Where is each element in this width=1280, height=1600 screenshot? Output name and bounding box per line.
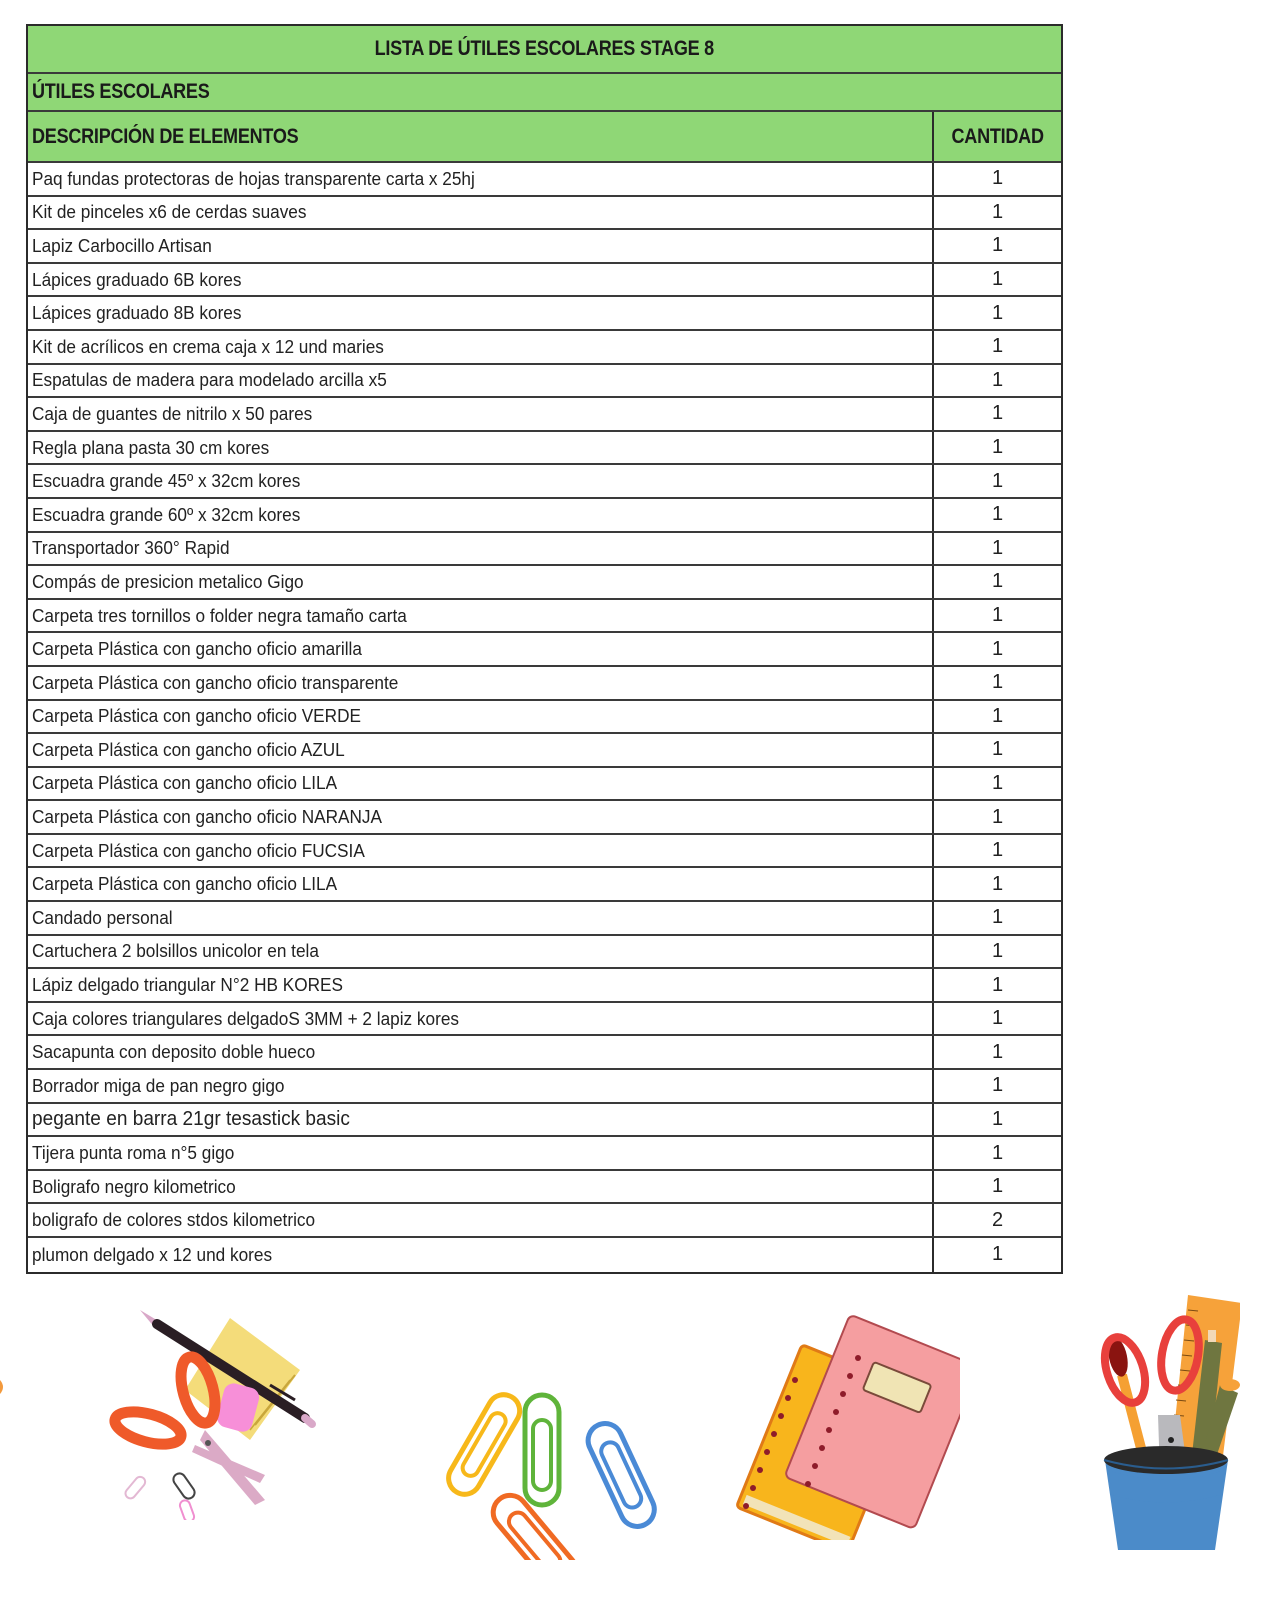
item-description: plumon delgado x 12 und kores [32,1243,273,1265]
item-description-cell [28,1036,934,1068]
item-description-cell [28,197,934,229]
column-header-quantity-label: CANTIDAD [951,124,1044,148]
item-quantity: 1 [991,1007,1004,1030]
item-description: Sacapunta con deposito doble hueco [32,1041,316,1063]
item-description-cell [28,734,934,766]
item-quantity: 1 [991,1107,1004,1130]
item-description-cell [28,1204,934,1236]
item-quantity: 1 [991,402,1004,425]
item-quantity: 1 [991,1243,1004,1266]
item-description: Lapiz Carbocillo Artisan [32,234,212,256]
item-description-cell [28,969,934,1001]
table-row [28,1070,1061,1104]
green-paper-clip-icon [525,1395,559,1505]
item-rows [28,163,1061,1272]
item-quantity: 2 [991,1208,1004,1231]
item-description: Carpeta Plástica con gancho oficio VERDE [32,705,361,727]
table-row [28,1171,1061,1205]
item-quantity: 1 [991,301,1004,324]
table-row [28,230,1061,264]
item-description: boligrafo de colores stdos kilometrico [32,1209,316,1231]
orange-edge-mark-icon [0,1380,6,1394]
table-row [28,701,1061,735]
item-quantity: 1 [991,805,1004,828]
item-description-cell [28,667,934,699]
item-description: Candado personal [32,906,173,928]
item-description-cell [28,1104,934,1136]
item-quantity: 1 [991,1040,1004,1063]
table-row [28,1036,1061,1070]
item-quantity: 1 [991,771,1004,794]
item-description-cell [28,365,934,397]
item-description-cell [28,936,934,968]
item-description: Regla plana pasta 30 cm kores [32,436,270,458]
item-description: Borrador miga de pan negro gigo [32,1074,285,1096]
item-quantity: 1 [991,200,1004,223]
item-description: Carpeta tres tornillos o folder negra tamaño carta [32,604,407,626]
item-description-cell [28,566,934,598]
item-description-cell [28,902,934,934]
table-row [28,667,1061,701]
item-description-cell [28,297,934,329]
table-row [28,297,1061,331]
table-row [28,1204,1061,1238]
table-row [28,331,1061,365]
item-description-cell [28,465,934,497]
table-row [28,398,1061,432]
table-row [28,1238,1061,1272]
item-description-cell [28,331,934,363]
item-description-cell [28,398,934,430]
item-description: Carpeta Plástica con gancho oficio amarilla [32,638,362,660]
blue-cup-icon [1104,1446,1228,1550]
table-row [28,734,1061,768]
table-row [28,163,1061,197]
column-header-row [28,112,1061,163]
table-row [28,801,1061,835]
item-quantity: 1 [991,503,1004,526]
item-quantity: 1 [991,1074,1004,1097]
table-row [28,365,1061,399]
pencil-cup-illustration-icon [1060,1265,1240,1550]
item-description: Carpeta Plástica con gancho oficio LILA [32,873,338,895]
item-description: Boligrafo negro kilometrico [32,1175,236,1197]
table-row [28,936,1061,970]
item-description-cell [28,230,934,262]
item-quantity: 1 [991,872,1004,895]
item-description: Espatulas de madera para modelado arcilla x5 [32,369,387,391]
table-row [28,533,1061,567]
item-description: Lápices graduado 8B kores [32,302,242,324]
item-description-cell [28,835,934,867]
item-quantity: 1 [991,335,1004,358]
item-quantity: 1 [991,234,1004,257]
item-description: Caja de guantes de nitrilo x 50 pares [32,402,313,424]
item-description: Paq fundas protectoras de hojas transparente carta x 25hj [32,167,475,189]
item-description: Transportador 360° Rapid [32,537,230,559]
item-description: Lápices graduado 6B kores [32,268,242,290]
item-description: Carpeta Plástica con gancho oficio NARANJA [32,806,383,828]
item-quantity: 1 [991,536,1004,559]
item-quantity: 1 [991,671,1004,694]
blue-paper-clip-icon [583,1418,660,1532]
spiral-notebooks-illustration-icon [710,1300,960,1540]
item-quantity: 1 [991,604,1004,627]
section-title: ÚTILES ESCOLARES [32,80,210,103]
table-title: LISTA DE ÚTILES ESCOLARES STAGE 8 [374,37,715,60]
item-description-cell [28,1137,934,1169]
item-quantity: 1 [991,839,1004,862]
item-description: pegante en barra 21gr tesastick basic [32,1107,350,1131]
column-header-description-label: DESCRIPCIÓN DE ELEMENTOS [32,124,299,148]
table-row [28,969,1061,1003]
item-quantity: 1 [991,637,1004,660]
item-description-cell [28,533,934,565]
paper-clips-illustration-icon [430,1350,660,1560]
item-description-cell [28,499,934,531]
item-description-cell [28,1238,934,1272]
item-quantity: 1 [991,1175,1004,1198]
table-row [28,1104,1061,1138]
table-row [28,868,1061,902]
item-description-cell [28,1070,934,1102]
item-quantity: 1 [991,738,1004,761]
item-quantity: 1 [991,939,1004,962]
item-description: Lápiz delgado triangular N°2 HB KORES [32,974,344,996]
item-description: Carpeta Plástica con gancho oficio AZUL [32,738,345,760]
table-row [28,499,1061,533]
item-description: Carpeta Plástica con gancho oficio transparente [32,671,399,693]
table-row [28,264,1061,298]
table-row [28,1003,1061,1037]
section-row [28,74,1061,112]
item-quantity: 1 [991,973,1004,996]
table-row [28,600,1061,634]
item-quantity: 1 [991,570,1004,593]
item-description-cell [28,432,934,464]
item-description-cell [28,768,934,800]
item-description: Compás de presicion metalico Gigo [32,570,304,592]
item-description: Tijera punta roma n°5 gigo [32,1142,235,1164]
item-description-cell [28,868,934,900]
table-row [28,633,1061,667]
column-header-description [28,112,934,161]
yellow-paper-clip-icon [443,1389,526,1500]
item-quantity: 1 [991,704,1004,727]
item-description: Kit de acrílicos en crema caja x 12 und maries [32,335,384,357]
table-title-row [28,26,1061,74]
item-quantity: 1 [991,436,1004,459]
item-description-cell [28,633,934,665]
item-description-cell [28,1003,934,1035]
item-quantity: 1 [991,1141,1004,1164]
item-description: Escuadra grande 45º x 32cm kores [32,470,301,492]
paper-clip-icon [123,1471,196,1520]
item-description: Escuadra grande 60º x 32cm kores [32,503,301,525]
item-description-cell [28,1171,934,1203]
orange-paper-clip-icon [486,1488,583,1560]
item-description: Carpeta Plástica con gancho oficio LILA [32,772,338,794]
column-header-quantity [934,112,1061,161]
table-row [28,768,1061,802]
item-quantity: 1 [991,368,1004,391]
item-description-cell [28,163,934,195]
table-row [28,432,1061,466]
item-description-cell [28,600,934,632]
item-description-cell [28,701,934,733]
item-description: Carpeta Plástica con gancho oficio FUCSIA [32,839,365,861]
table-row [28,902,1061,936]
item-description: Cartuchera 2 bolsillos unicolor en tela [32,940,319,962]
table-row [28,566,1061,600]
item-quantity: 1 [991,469,1004,492]
item-description: Kit de pinceles x6 de cerdas suaves [32,201,307,223]
table-row [28,835,1061,869]
item-description-cell [28,801,934,833]
scissors-pen-notepad-illustration-icon [100,1300,330,1520]
table-row [28,465,1061,499]
item-quantity: 1 [991,906,1004,929]
table-row [28,1137,1061,1171]
table-row [28,197,1061,231]
item-quantity: 1 [991,268,1004,291]
item-quantity: 1 [991,167,1004,190]
school-supplies-table [26,24,1063,1274]
item-description: Caja colores triangulares delgadoS 3MM + 2 lapiz kores [32,1007,460,1029]
item-description-cell [28,264,934,296]
